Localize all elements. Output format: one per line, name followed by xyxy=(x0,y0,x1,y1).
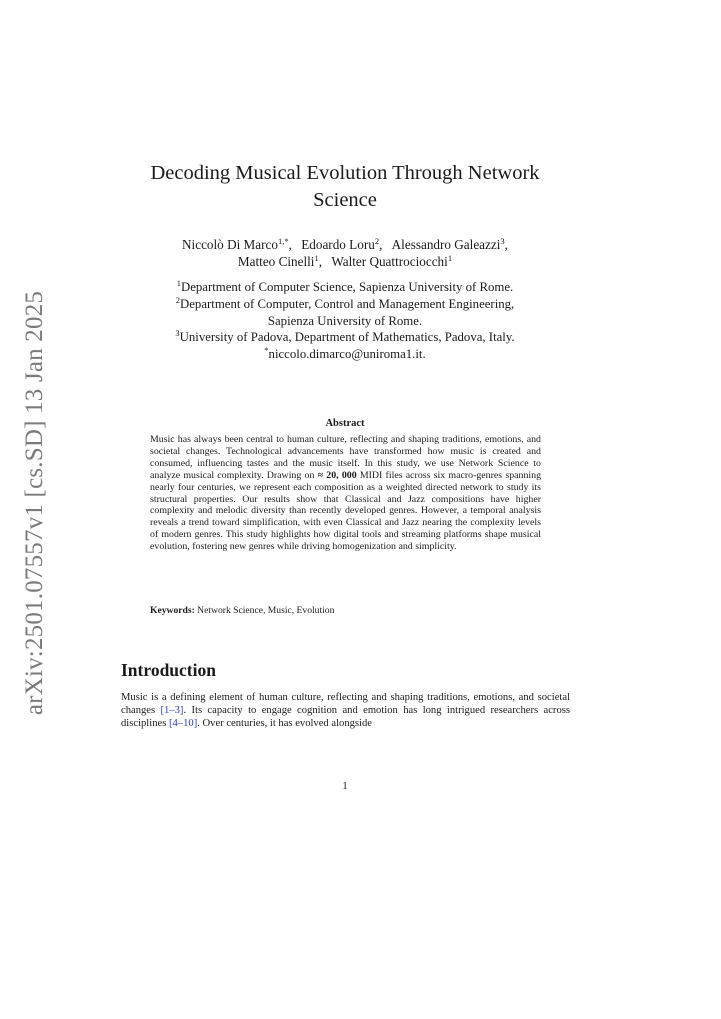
keywords-value: Network Science, Music, Evolution xyxy=(197,605,335,616)
section-heading-introduction: Introduction xyxy=(121,660,216,680)
corresponding-email: *niccolo.dimarco@uniroma1.it. xyxy=(264,345,426,362)
author-affiliation-mark: 1 xyxy=(314,253,319,263)
affiliation-list xyxy=(120,279,570,363)
abstract-highlight: ≈ 20, 000 xyxy=(317,469,357,481)
affiliation-line: Sapienza University of Rome. xyxy=(267,313,423,328)
author-item: Matteo Cinelli$^1$, xyxy=(237,253,323,269)
citation-link[interactable]: [1–3] xyxy=(160,705,184,717)
arxiv-side-stamp xyxy=(14,290,56,716)
page-number: 1 xyxy=(342,780,348,792)
affiliation-line: $^2$Department of Computer, Control and Management Engineering, xyxy=(175,294,515,311)
introduction-paragraph: Music is a defining element of human culture, reflecting and shaping traditions, emotions, and societal changes [1–3]. Its capacity to engage cognition and emotion has long intrigued researchers across disciplines [4–10]. Over centuries, it has evolved alongside xyxy=(121,692,570,730)
abstract-body: Music has always been central to human culture, reflecting and shaping traditions, emotions, and societal changes. Technological advancements have transformed how music is created and consumed, influencing tastes and the music itself. In this study, we use Network Science to analyze musical complexity. Drawing on ≈ 20, 000 MIDI files across six macro-genres spanning nearly four centuries, we represent each composition as a weighted directed network to study its structural properties. Our results show that Classical and Jazz compositions have higher complexity and melodic diversity than recently developed genres. However, a temporal analysis reveals a trend toward simplification, with even Classical and Jazz nearing the complexity levels of modern genres. This study highlights how digital tools and streaming platforms shape musical evolution, fostering new genres while driving homogenization and simplicity. xyxy=(150,434,542,553)
affiliation-line: $^1$Department of Computer Science, Sapienza University of Rome. xyxy=(176,278,514,294)
paper-title: Decoding Musical Evolution Through Network Science xyxy=(150,162,540,211)
affiliation-line: $^3$University of Padova, Department of Mathematics, Padova, Italy. xyxy=(175,328,515,345)
citation-link[interactable]: [4–10] xyxy=(168,718,198,730)
author-name: Matteo Cinelli xyxy=(237,254,315,269)
keywords-label: Keywords: xyxy=(150,605,195,616)
author-item xyxy=(331,254,452,269)
author-name: Walter Quattrociocchi xyxy=(331,254,448,269)
keywords-line xyxy=(150,605,541,617)
author-name: Alessandro Galeazzi xyxy=(391,237,501,252)
author-affiliation-mark: 1,* xyxy=(277,236,289,246)
author-item: Niccolò Di Marco$^{1,*}$, xyxy=(182,236,292,252)
author-affiliation-mark: 1 xyxy=(447,253,453,263)
author-affiliation-mark: 2 xyxy=(374,236,380,246)
author-name: Niccolò Di Marco xyxy=(182,237,278,252)
author-affiliation-mark: 3 xyxy=(500,236,505,246)
author-list xyxy=(120,236,570,270)
arxiv-identifier: arXiv:2501.07557v1 [cs.SD] 13 Jan 2025 xyxy=(21,290,49,716)
author-item: Alessandro Galeazzi$^3$, xyxy=(391,236,508,252)
abstract-heading: Abstract xyxy=(325,418,365,429)
author-name: Edoardo Loru xyxy=(301,237,375,252)
author-item: Edoardo Loru$^2$, xyxy=(301,236,383,252)
